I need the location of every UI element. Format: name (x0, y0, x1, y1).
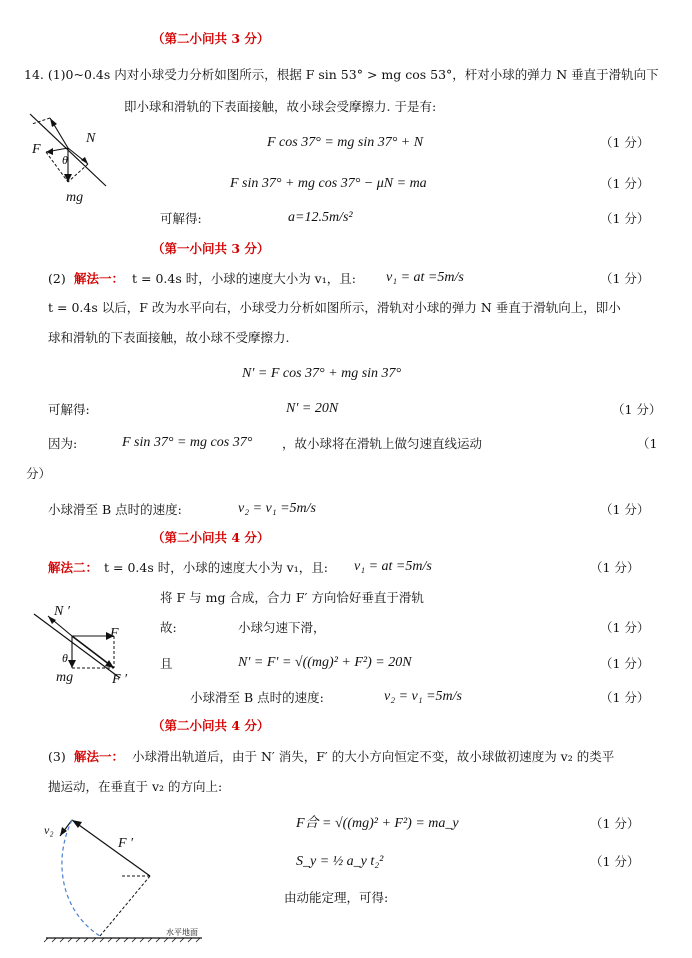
method2-gu-label: 故: (160, 620, 177, 635)
part-2-number: (2) (48, 271, 66, 286)
equation-7: S_y = ½ a_y t₂² (296, 854, 384, 869)
equation-2: F sin 37° + mg cos 37° − μN = ma (230, 176, 427, 191)
diagram2-label-mg: mg (56, 670, 74, 685)
part3-line1: 小球滑出轨道后，由于 N′ 消失，F′ 的大小方向恒定不变，故小球做初速度为 v₂ 的类平 (132, 749, 615, 764)
score-eq4: （1 分） (612, 402, 662, 417)
solve-label-1: 可解得: (160, 211, 202, 226)
section-score-header: （第二小问共 3 分） (152, 31, 270, 46)
speed-at-B-value: v₂ = v₁ =5m/s (238, 501, 317, 516)
score-method2-gu: （1 分） (600, 620, 650, 635)
diagram2-label-theta: θ (62, 651, 68, 665)
method2-equation: N′ = F′ = √((mg)² + F²) = 20N (238, 655, 412, 670)
diagram1-label-F: F (32, 142, 41, 157)
diagram3-label-ground: 水平地面 (166, 928, 198, 937)
method2-speed-B-label: 小球滑至 B 点时的速度: (190, 690, 324, 705)
trajectory-diagram (42, 812, 212, 942)
solve-label-2: 可解得: (48, 402, 90, 417)
method2-gu-text: 小球匀速下滑， (238, 620, 326, 635)
equation-6: F合 = √((mg)² + F²) = ma_y (296, 816, 459, 831)
score-method2-eq: （1 分） (600, 656, 650, 671)
method-2-label: 解法二： (48, 560, 99, 575)
method2-line1: t = 0.4s 时，小球的速度大小为 v₁，且: (104, 560, 328, 575)
part3-line2: 抛运动，在垂直于 v₂ 的方向上: (48, 779, 223, 794)
diagram3-label-F-prime: F ′ (118, 836, 134, 851)
diagram1-label-N: N (86, 131, 96, 146)
method2-speed-B-value: v₂ = v₁ =5m/s (384, 689, 463, 704)
method2-qie-label: 且 (160, 656, 173, 671)
score-eq7: （1 分） (590, 854, 640, 869)
speed-at-B-label: 小球滑至 B 点时的速度: (48, 502, 182, 517)
part2-line2: t = 0.4s 以后，F 改为水平向右，小球受力分析如图所示，滑轨对小球的弹力 N 垂直于滑轨向上，即小 (48, 300, 621, 315)
score-acceleration: （1 分） (600, 211, 650, 226)
score-split-b: 分） (26, 466, 52, 481)
part3-line3: 由动能定理，可得: (284, 890, 389, 905)
because-text: ，故小球将在滑轨上做匀速直线运动 (282, 436, 483, 451)
equation-4: N′ = 20N (286, 401, 339, 416)
method-1-label: 解法一： (74, 271, 125, 286)
method2-line2: 将 F 与 mg 合成，合力 F′ 方向恰好垂直于滑轨 (160, 590, 424, 605)
question-14-intro: 14. (1)0~0.4s 内对小球受力分析如图所示，根据 F sin 53° > mg cos 53°，杆对小球的弹力 N 垂直于滑轨向下 (24, 67, 659, 82)
part2-line3: 球和滑轨的下表面接触，故小球不受摩擦力. (48, 330, 290, 345)
method-1b-label: 解法一： (74, 749, 125, 764)
diagram2-label-N-prime: N ′ (54, 604, 70, 619)
section-score-part2a: （第二小问共 4 分） (152, 530, 270, 545)
diagram1-label-theta: θ (62, 153, 68, 167)
section-score-part2b: （第二小问共 4 分） (152, 718, 270, 733)
diagram2-label-F: F (110, 626, 119, 641)
force-diagram-1 (28, 112, 128, 202)
part2-v1: v₁ = at =5m/s (386, 270, 464, 285)
score-eq2: （1 分） (600, 176, 650, 191)
section-score-part1: （第一小问共 3 分） (152, 241, 270, 256)
score-part2-v1: （1 分） (600, 271, 650, 286)
equation-1: F cos 37° = mg sin 37° + N (267, 135, 424, 150)
part2-line1: t = 0.4s 时，小球的速度大小为 v₁，且: (132, 271, 356, 286)
diagram2-label-F-prime: F ′ (112, 672, 128, 687)
because-label: 因为: (48, 436, 78, 451)
method2-v1: v₁ = at =5m/s (354, 559, 432, 574)
diagram1-label-mg: mg (66, 190, 84, 205)
diagram3-label-v2: v₂ (44, 823, 54, 837)
score-speed-B: （1 分） (600, 502, 650, 517)
score-split-a: （1 (637, 436, 658, 451)
question-14-intro-continued: 即小球和滑轨的下表面接触，故小球会受摩擦力. 于是有: (124, 99, 437, 114)
equation-5: F sin 37° = mg cos 37° (122, 435, 253, 450)
equation-3: N′ = F cos 37° + mg sin 37° (242, 366, 402, 381)
score-eq1: （1 分） (600, 135, 650, 150)
result-acceleration: a=12.5m/s² (288, 210, 353, 225)
score-method2-speed-B: （1 分） (600, 690, 650, 705)
score-eq6: （1 分） (590, 816, 640, 831)
part-3-number: (3) (48, 749, 66, 764)
score-method2-v1: （1 分） (590, 560, 640, 575)
